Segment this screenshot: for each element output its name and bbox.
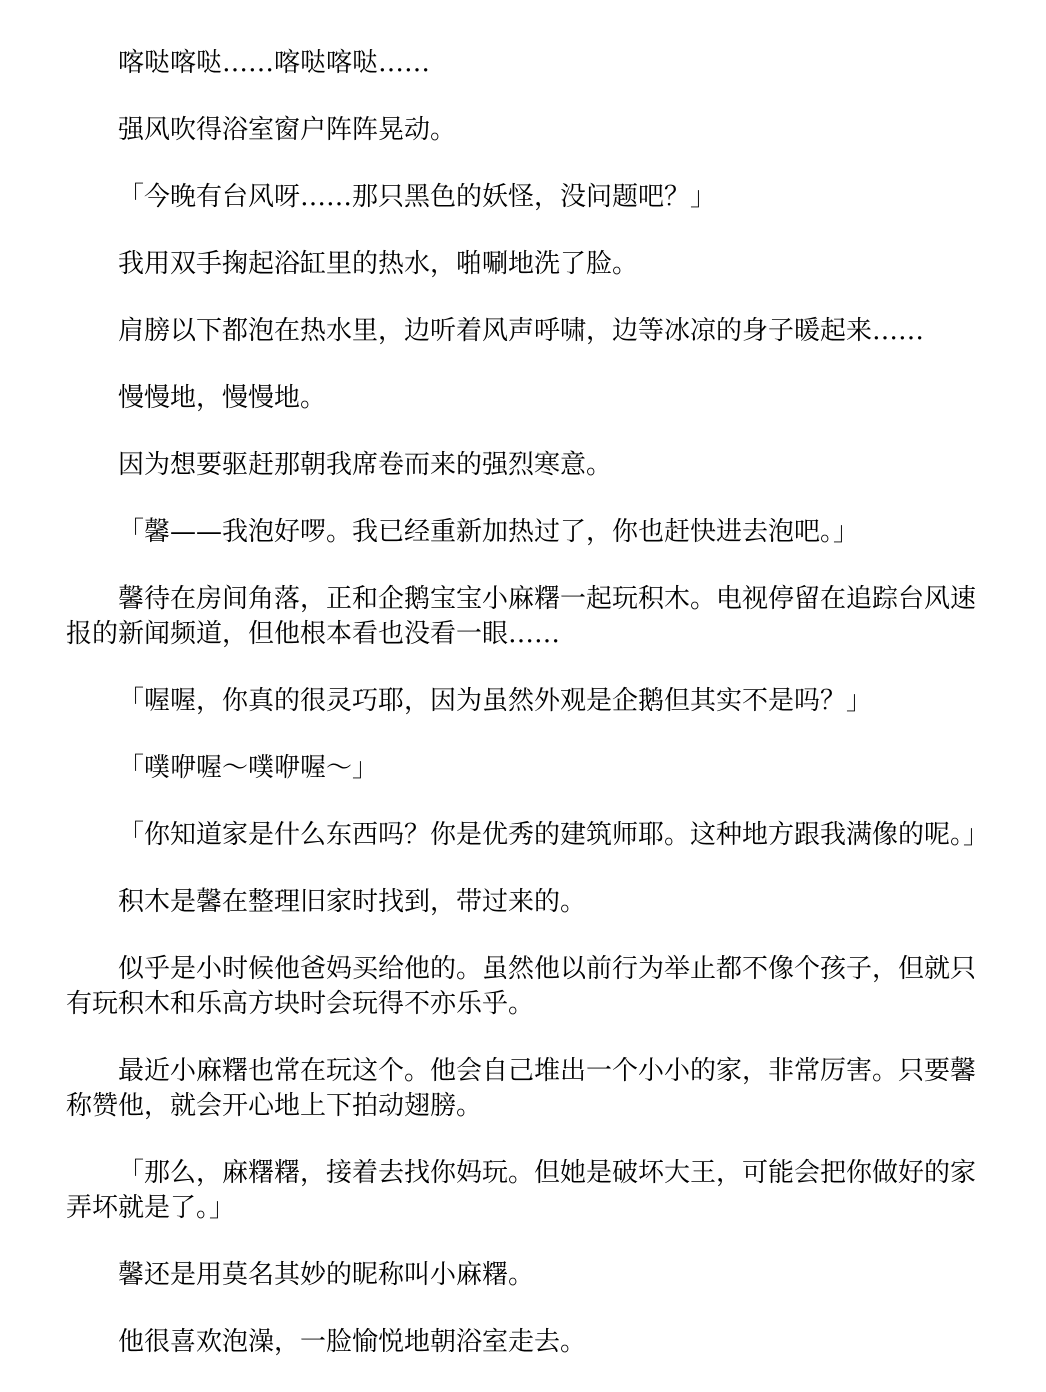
paragraph: 最近小麻糬也常在玩这个。他会自己堆出一个小小的家，非常厉害。只要馨称赞他，就会开心地上下拍动翅膀。 bbox=[66, 1056, 977, 1121]
paragraph: 「你知道家是什么东西吗？你是优秀的建筑师耶。这种地方跟我满像的呢。」 bbox=[118, 820, 990, 850]
paragraph: 「今晚有台风呀……那只黑色的妖怪，没问题吧？」 bbox=[118, 182, 717, 212]
document-page bbox=[66, 46, 990, 1392]
paragraph: 似乎是小时候他爸妈买给他的。虽然他以前行为举止都不像个孩子，但就只有玩积木和乐高方块时会玩得不亦乐乎。 bbox=[66, 954, 977, 1019]
paragraph: 我用双手掬起浴缸里的热水，啪唰地洗了脸。 bbox=[118, 249, 639, 279]
paragraph: 肩膀以下都泡在热水里，边听着风声呼啸，边等冰凉的身子暖起来…… bbox=[118, 316, 925, 346]
paragraph: 因为想要驱赶那朝我席卷而来的强烈寒意。 bbox=[118, 450, 613, 480]
paragraph: 积木是馨在整理旧家时找到，带过来的。 bbox=[118, 887, 587, 917]
paragraph: 馨还是用莫名其妙的昵称叫小麻糬。 bbox=[118, 1260, 535, 1290]
paragraph: 「那么，麻糬糬，接着去找你妈玩。但她是破坏大王，可能会把你做好的家弄坏就是了。」 bbox=[66, 1158, 977, 1223]
paragraph: 喀哒喀哒……喀哒喀哒…… bbox=[118, 48, 431, 78]
paragraph: 他很喜欢泡澡，一脸愉悦地朝浴室走去。 bbox=[118, 1327, 587, 1357]
paragraph: 馨待在房间角落，正和企鹅宝宝小麻糬一起玩积木。电视停留在追踪台风速报的新闻频道，但他根本看也没看一眼…… bbox=[66, 584, 977, 649]
paragraph: 「喔喔，你真的很灵巧耶，因为虽然外观是企鹅但其实不是吗？」 bbox=[118, 686, 873, 716]
paragraph: 「馨——我泡好啰。我已经重新加热过了，你也赶快进去泡吧。」 bbox=[118, 517, 860, 547]
paragraph: 慢慢地，慢慢地。 bbox=[118, 383, 327, 413]
paragraph: 「噗咿喔～噗咿喔～」 bbox=[118, 753, 379, 783]
paragraph: 强风吹得浴室窗户阵阵晃动。 bbox=[118, 115, 457, 145]
